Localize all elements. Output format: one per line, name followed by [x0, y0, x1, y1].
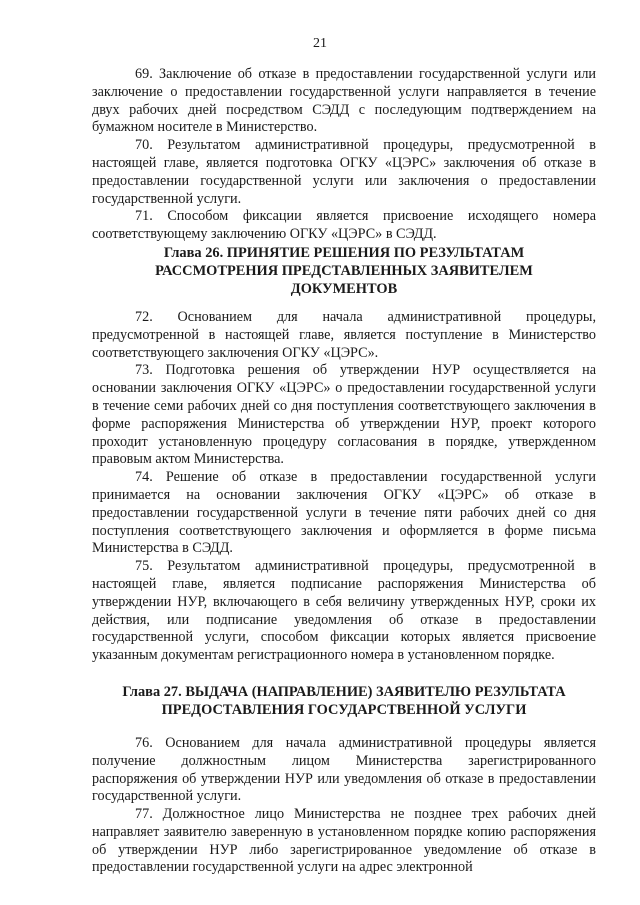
paragraph-74: 74. Решение об отказе в предоставлении государственной услуги принимается на основании заключения ОГКУ «ЦЭРС» об отказе в предоставлении государственной услуги в течение пяти рабочих дней со дня поступления соответствующего заключения и оформляется в форме письма Министерства в СЭДД. — [92, 469, 596, 557]
chapter-26-heading-line-2: РАССМОТРЕНИЯ ПРЕДСТАВЛЕННЫХ ЗАЯВИТЕЛЕМ — [155, 262, 533, 279]
chapter-26-heading-line-3: ДОКУМЕНТОВ — [290, 280, 398, 297]
paragraph-70: 70. Результатом административной процедуры, предусмотренной в настоящей главе, является подготовка ОГКУ «ЦЭРС» заключения об отказе в предоставлении государственной услуги или заключения о предоставлении государственной услуги. — [92, 137, 596, 207]
chapter-26-heading-line-1: Глава 26. ПРИНЯТИЕ РЕШЕНИЯ ПО РЕЗУЛЬТАТАМ — [163, 244, 525, 261]
chapter-27-heading-line-1: Глава 27. ВЫДАЧА (НАПРАВЛЕНИЕ) ЗАЯВИТЕЛЮ РЕЗУЛЬТАТА — [122, 683, 566, 700]
paragraph-75: 75. Результатом административной процедуры, предусмотренной в настоящей главе, является подписание распоряжения Министерства об утверждении НУР, включающего в себя величину утвержденных НУР, сроки их действия, или подписание уведомления об отказе в предоставлении государственной услуги, способом фиксации которых является присвоение указанным документам регистрационного номера в установленном порядке. — [92, 558, 596, 664]
paragraph-73: 73. Подготовка решения об утверждении НУР осуществляется на основании заключения ОГКУ «ЦЭРС» о предоставлении государственной услуги в течение семи рабочих дней со дня поступления соответствующего заключения в форме распоряжения Министерства об утверждении НУР, проект которого проходит установленную процедуру согласования в порядке, утвержденном правовым актом Министерства. — [92, 362, 596, 468]
paragraph-69: 69. Заключение об отказе в предоставлении государственной услуги или заключение о предоставлении государственной услуги направляется в течение двух рабочих дней посредством СЭДД с последующим подтверждением на бумажном носителе в Министерство. — [92, 66, 596, 136]
chapter-27-heading — [92, 683, 596, 719]
page-number: 21 — [313, 36, 327, 51]
chapter-26-heading — [92, 244, 596, 298]
paragraph-71: 71. Способом фиксации является присвоение исходящего номера соответствующему заключению ОГКУ «ЦЭРС» в СЭДД. — [92, 208, 596, 243]
paragraph-77: 77. Должностное лицо Министерства не позднее трех рабочих дней направляет заявителю заверенную в установленном порядке копию распоряжения об утверждении НУР либо зарегистрированное уведомление об отказе в предоставлении государственной услуги на адрес электронной — [92, 806, 596, 876]
paragraph-72: 72. Основанием для начала административной процедуры, предусмотренной в настоящей главе, является поступление в Министерство соответствующего заключения ОГКУ «ЦЭРС». — [92, 308, 596, 361]
chapter-27-heading-line-2: ПРЕДОСТАВЛЕНИЯ ГОСУДАРСТВЕННОЙ УСЛУГИ — [161, 701, 527, 718]
paragraph-76: 76. Основанием для начала административной процедуры является получение должностным лицом Министерства зарегистрированного распоряжения об утверждении НУР или уведомления об отказе в предоставлении государственной услуги. — [92, 734, 596, 805]
document-body — [92, 66, 596, 877]
